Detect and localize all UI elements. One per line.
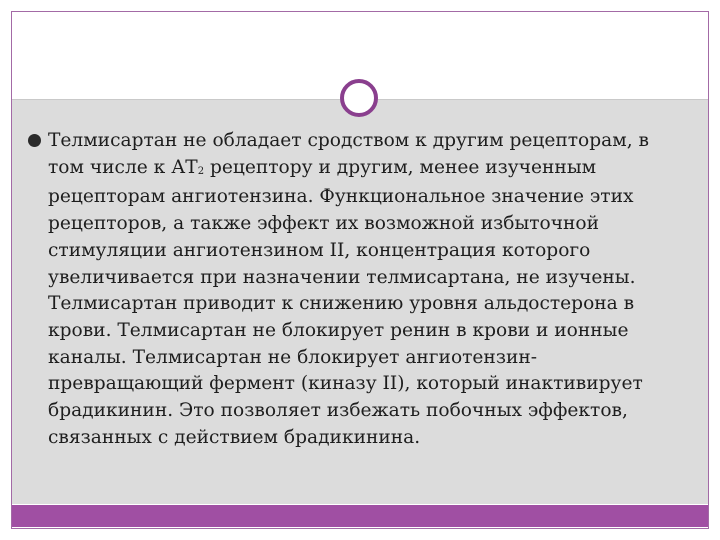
circle-ring-icon bbox=[340, 79, 378, 117]
subscript-2: 2 bbox=[197, 165, 205, 177]
body-paragraph bbox=[28, 128, 680, 451]
paragraph-part-1: Телмисартан не обладает сродством к другим рецепторам, в том числе к АТ bbox=[48, 130, 649, 178]
paragraph-part-2: рецептору и другим, менее изученным рецепторам ангиотензина. Функциональное значение этих рецепторов, а также эффект их возможной избыточной стимуляции ангиотензином II, концентрация которого увеличивается при назначении телмисартана, не изучены. Телмисартан приводит к снижению уровня альдостерона в крови. Телмисартан не блокирует ренин в крови и ионные каналы. Телмисартан не блокирует ангиотензин-превращающий фермент (киназу II), который инактивирует брадикинин. Это позволяет избежать побочных эффектов, связанных с действием брадикинина. bbox=[48, 156, 643, 448]
bullet-item bbox=[28, 128, 680, 451]
bottom-accent-bar bbox=[12, 505, 708, 527]
bullet-dot-icon bbox=[28, 134, 41, 147]
